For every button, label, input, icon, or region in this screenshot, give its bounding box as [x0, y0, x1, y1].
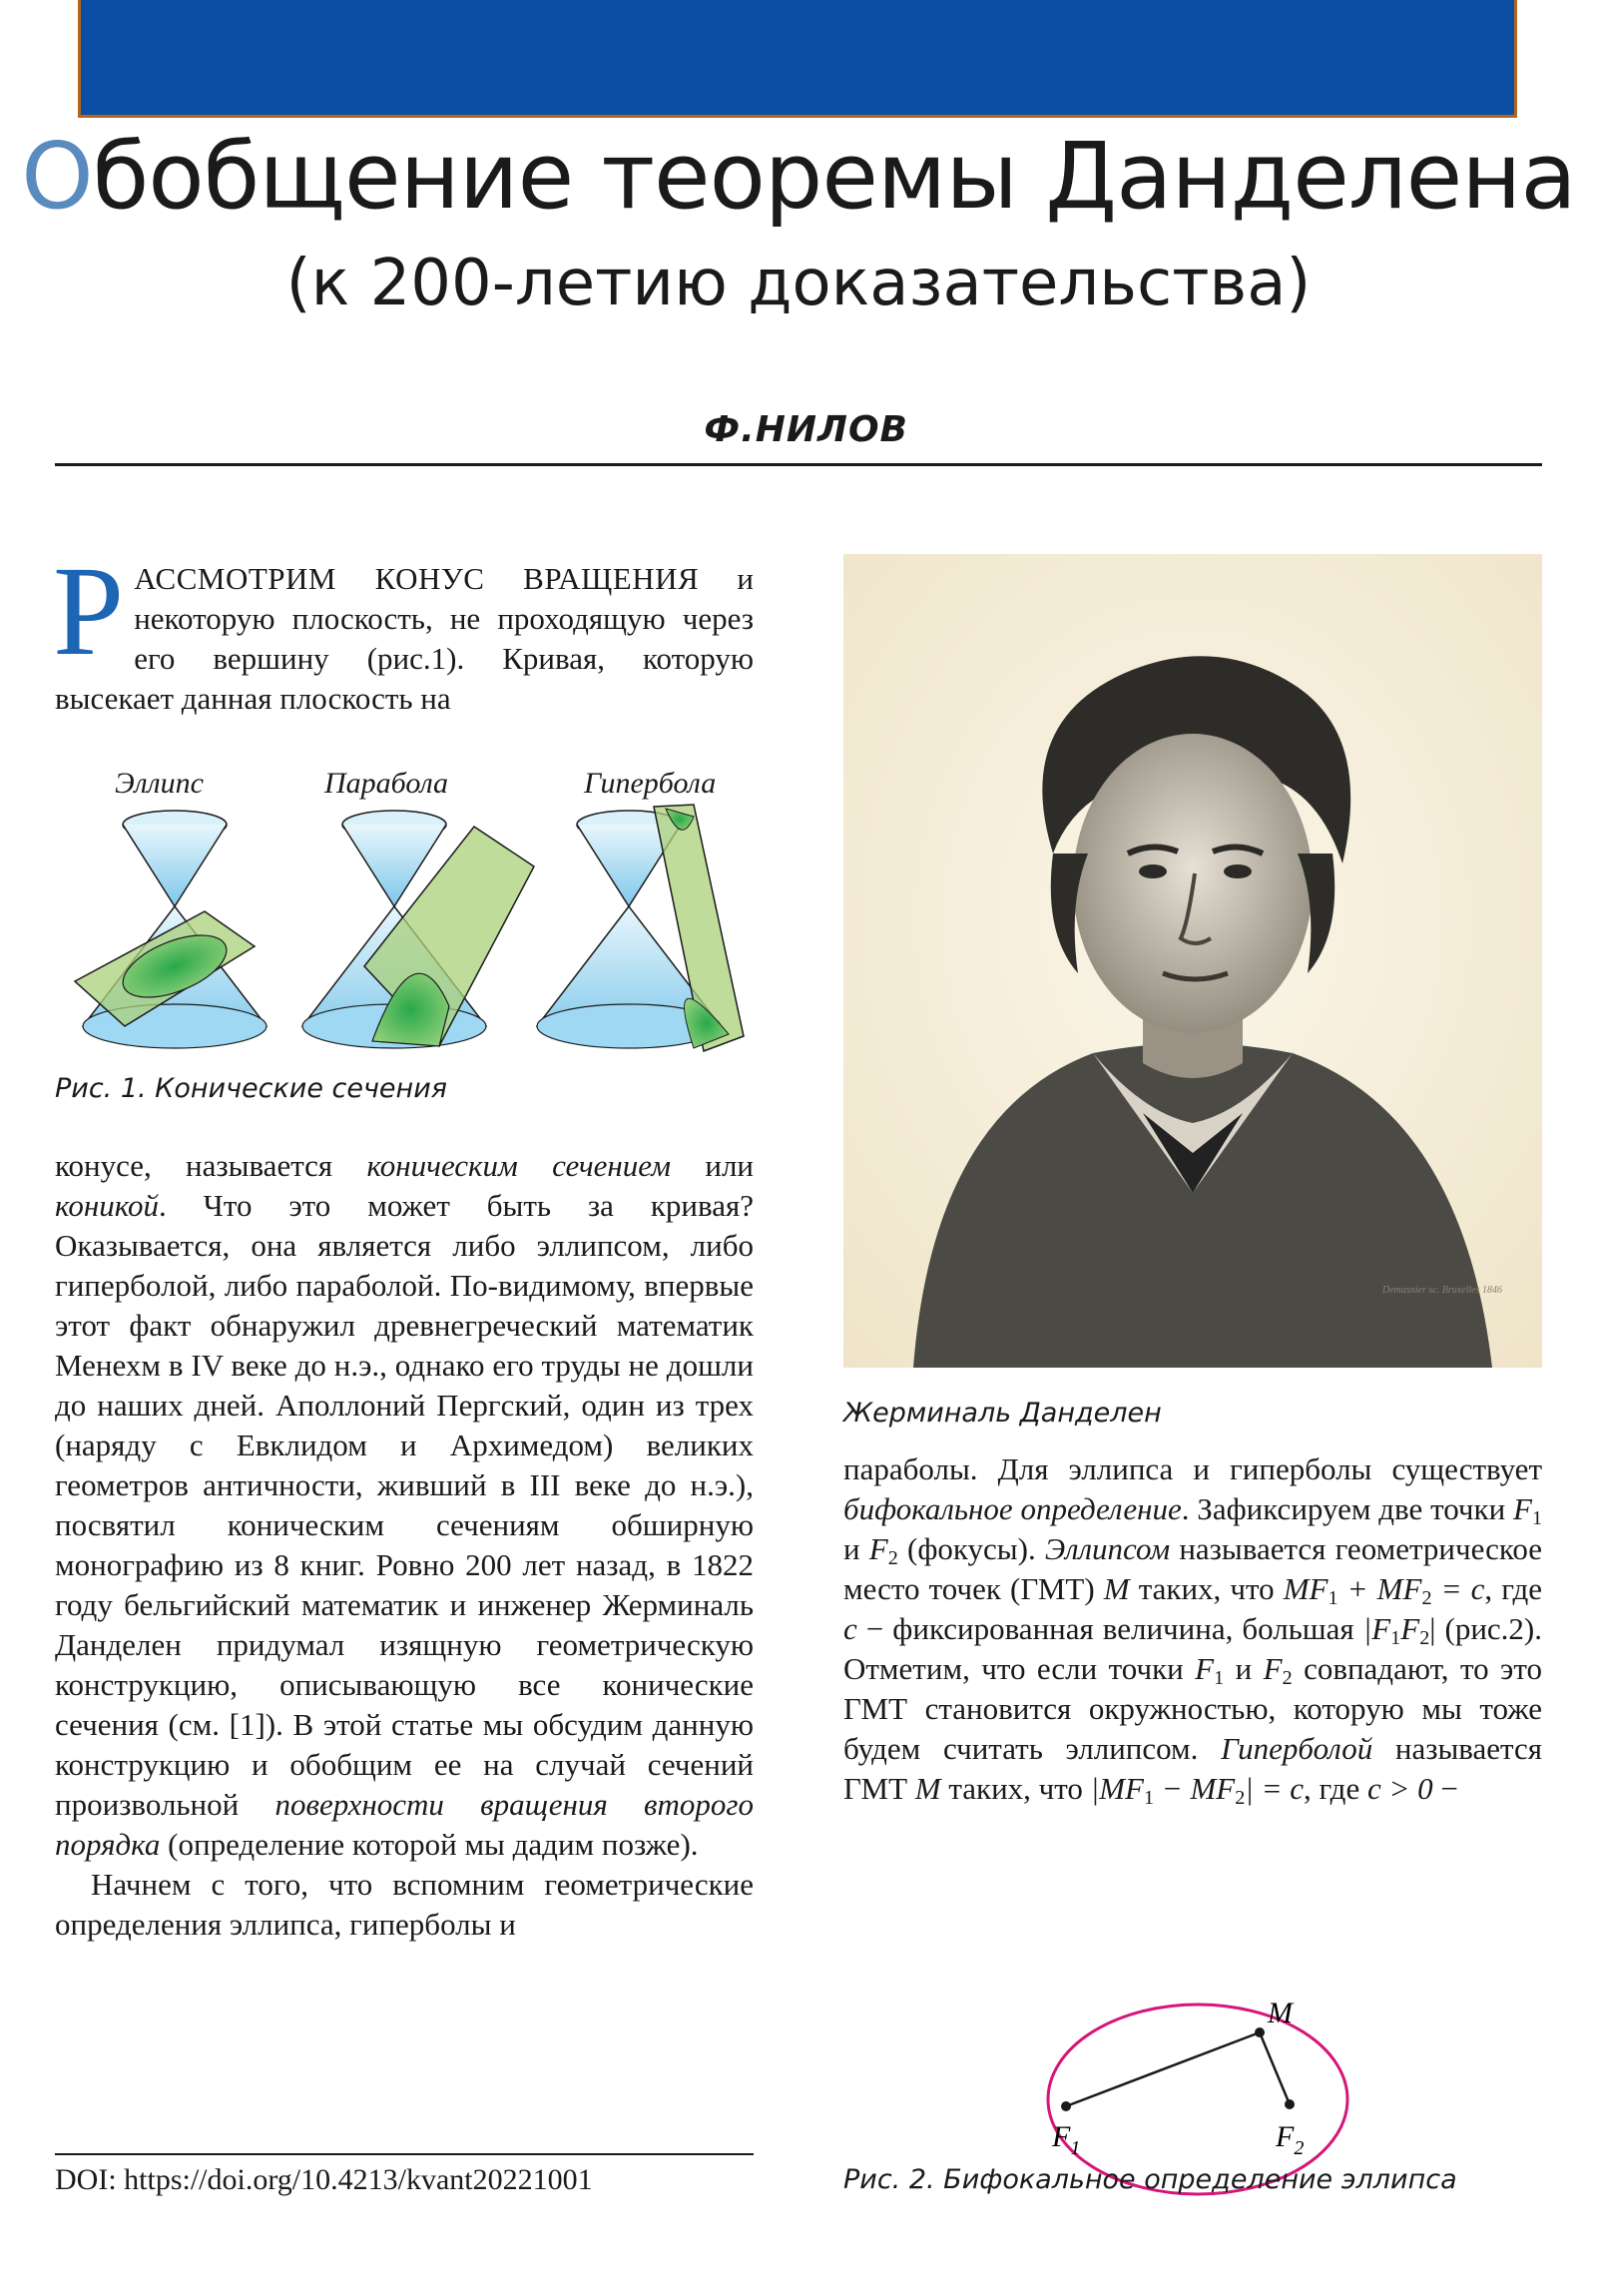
term-bifocal: бифокальное определение	[843, 1491, 1182, 1526]
formula-2-sub1: 1	[1143, 1787, 1155, 1810]
page-title	[0, 122, 1597, 232]
sym-f2-b: F	[1263, 1651, 1283, 1686]
term-ellipse: Эллипсом	[1044, 1531, 1171, 1566]
intro-paragraph	[53, 540, 754, 719]
portrait-image	[843, 554, 1542, 1368]
r-text-10: совпадают, то это ГМТ становится окружностью, которую мы тоже будем считать эллипсом.	[843, 1651, 1542, 1766]
abs-close: |	[1429, 1611, 1436, 1646]
label-hyperbola: Гипербола	[584, 767, 717, 800]
label-m: M	[1268, 1997, 1293, 2029]
figure-1-caption: Рис. 1. Конические сечения	[55, 1073, 447, 1104]
cone-parabola	[302, 811, 534, 1048]
p1-text-a: конусе, называется	[55, 1148, 367, 1183]
title-rest: бобщение теоремы Данделена	[92, 123, 1576, 230]
formula-3: c > 0	[1366, 1771, 1433, 1806]
sym-f1: F	[1513, 1491, 1532, 1526]
term-conic-section: коническим сечением	[366, 1148, 672, 1183]
sym-c: c	[843, 1611, 857, 1646]
formula-2-sub2: 2	[1235, 1787, 1246, 1810]
intro-block	[53, 540, 754, 719]
intro-text: и некоторую плоскость, не проходящую через его вершину (рис.1). Кривая, которую высекает данная плоскость на	[55, 561, 754, 716]
label-ellipse: Эллипс	[115, 767, 204, 800]
r-text-15: −	[1432, 1771, 1458, 1806]
engraver-signature: Demasnier sc. Bruxelles 1846	[1382, 1285, 1502, 1296]
formula-2-b: − MF	[1154, 1771, 1236, 1806]
r-text-8: − фиксированная величина, большая	[856, 1611, 1363, 1646]
author: Ф.НИЛОВ	[704, 409, 908, 450]
formula-2-a: |MF	[1090, 1771, 1144, 1806]
r-text-2: . Зафиксируем две точки	[1181, 1491, 1513, 1526]
p1-text-c: . Что это может быть за кривая? Оказывается, она является либо эллипсом, либо гиперболой, либо параболой. По-видимому, впервые этот факт обнаружил древнегреческий математик Менехм в IV веке до н.э., однако его труды не дошли до наших дней. Аполлоний Пергский, один из трех (наряду с Евклидом и Архимедом) великих геометров античности, живший в III веке до н.э.), посвятил коническим сечениям обширную монографию из 8 книг. Ровно 200 лет назад, в 1822 году бельгийский математик и инженер Жерминаль Данделен придумал изящную геометрическую конструкцию, описывающую все конические сечения (см. [1]). В этой статье мы обсудим данную конструкцию и обобщим ее на случай сечений произвольной	[55, 1188, 754, 1822]
formula-1-sub1: 1	[1328, 1587, 1338, 1610]
segment-mf1	[1066, 2032, 1260, 2106]
figure-2-caption: Рис. 2. Бифокальное определение эллипса	[843, 2164, 1457, 2195]
sym-m: M	[1103, 1571, 1130, 1606]
left-body	[55, 1146, 754, 1945]
term-hyperbola: Гиперболой	[1221, 1731, 1373, 1766]
sym-m-b: M	[914, 1771, 941, 1806]
p1-text-d: (определение которой мы дадим позже).	[160, 1827, 699, 1862]
formula-1-a: MF	[1283, 1571, 1329, 1606]
label-parabola: Парабола	[324, 767, 449, 800]
r-text-12: таких, что	[940, 1771, 1091, 1806]
r-text-9: (рис.2). Отметим, что если точки	[843, 1611, 1542, 1686]
formula-2-c: | = c	[1245, 1771, 1304, 1806]
body-paragraph-2: Начнем с того, что вспомним геометрические определения эллипса, гиперболы и	[55, 1867, 754, 1942]
r-text-11: называется ГМТ	[843, 1731, 1542, 1806]
term-surface: поверхности вращения второго порядка	[55, 1787, 754, 1862]
intro-caps: АССМОТРИМ КОНУС ВРАЩЕНИЯ	[134, 561, 700, 596]
p1-text-b: или	[671, 1148, 755, 1183]
sym-f2-sub: 2	[887, 1547, 898, 1570]
right-paragraph: параболы. Для эллипса и гиперболы существует бифокальное определение. Зафиксируем две точки $F_1$ и $F_2$ (фокусы). Эллипсом называется геометрическое место точек (ГМТ) M таких, что $MF_1 + MF_2 = c$, где c − фиксированная величина, большая $|F_1F_2|$ (рис.2). Отметим, что если точки $F_1$ и $F_2$ совпадают, то это ГМТ становится окружностью, которую мы тоже будем считать эллипсом. Гиперболой называется ГМТ M таких, что $|MF_1 - MF_2| = c$, где c > 0 −	[843, 1451, 1543, 1810]
point-f2	[1285, 2099, 1295, 2109]
label-f1: $F_1$	[1052, 2120, 1081, 2159]
right-body	[843, 1449, 1542, 1809]
point-f1	[1061, 2101, 1071, 2111]
r-text-6: таких, что	[1129, 1571, 1284, 1606]
sym-f1-b: F	[1195, 1651, 1215, 1686]
r-text-1: параболы. Для эллипса и гиперболы существует	[843, 1451, 1542, 1486]
cone-ellipse	[75, 811, 266, 1048]
formula-1-c: = c	[1431, 1571, 1485, 1606]
body-paragraph-1	[55, 1146, 754, 1865]
segment-mf2	[1260, 2032, 1290, 2104]
r-text-3: и	[843, 1531, 869, 1566]
abs-f1: |F	[1362, 1611, 1391, 1646]
r-text-4: (фокусы).	[897, 1531, 1045, 1566]
r-text-7: , где	[1484, 1571, 1542, 1606]
term-conic: коникой	[55, 1188, 160, 1223]
title-initial: О	[21, 123, 93, 230]
page-subtitle: (к 200-летию доказательства)	[285, 247, 1312, 320]
r-text-5: называется геометрическое место точек (ГМТ)	[843, 1531, 1542, 1606]
abs-sub1: 1	[1390, 1627, 1401, 1650]
sym-f2: F	[868, 1531, 888, 1566]
dropcap: Р	[53, 540, 125, 682]
r-text-13: , где	[1304, 1771, 1367, 1806]
sym-f1-b-sub: 1	[1214, 1667, 1225, 1690]
abs-f2: F	[1400, 1611, 1420, 1646]
doi-rule	[55, 2153, 754, 2155]
header-bar	[78, 0, 1517, 118]
sym-f2-b-sub: 2	[1282, 1667, 1293, 1690]
abs-sub2: 2	[1419, 1627, 1430, 1650]
figure-1	[55, 757, 754, 1076]
point-m	[1255, 2027, 1265, 2037]
portrait-caption: Жерминаль Данделен	[843, 1398, 1162, 1429]
title-rule	[55, 463, 1542, 466]
sym-f1-sub: 1	[1531, 1507, 1543, 1530]
cone-hyperbola	[537, 805, 744, 1051]
doi-link[interactable]: DOI: https://doi.org/10.4213/kvant20221001	[55, 2163, 593, 2196]
formula-1-sub2: 2	[1421, 1587, 1432, 1610]
label-f2: $F_2$	[1276, 2120, 1305, 2159]
formula-1-b: + MF	[1337, 1571, 1422, 1606]
